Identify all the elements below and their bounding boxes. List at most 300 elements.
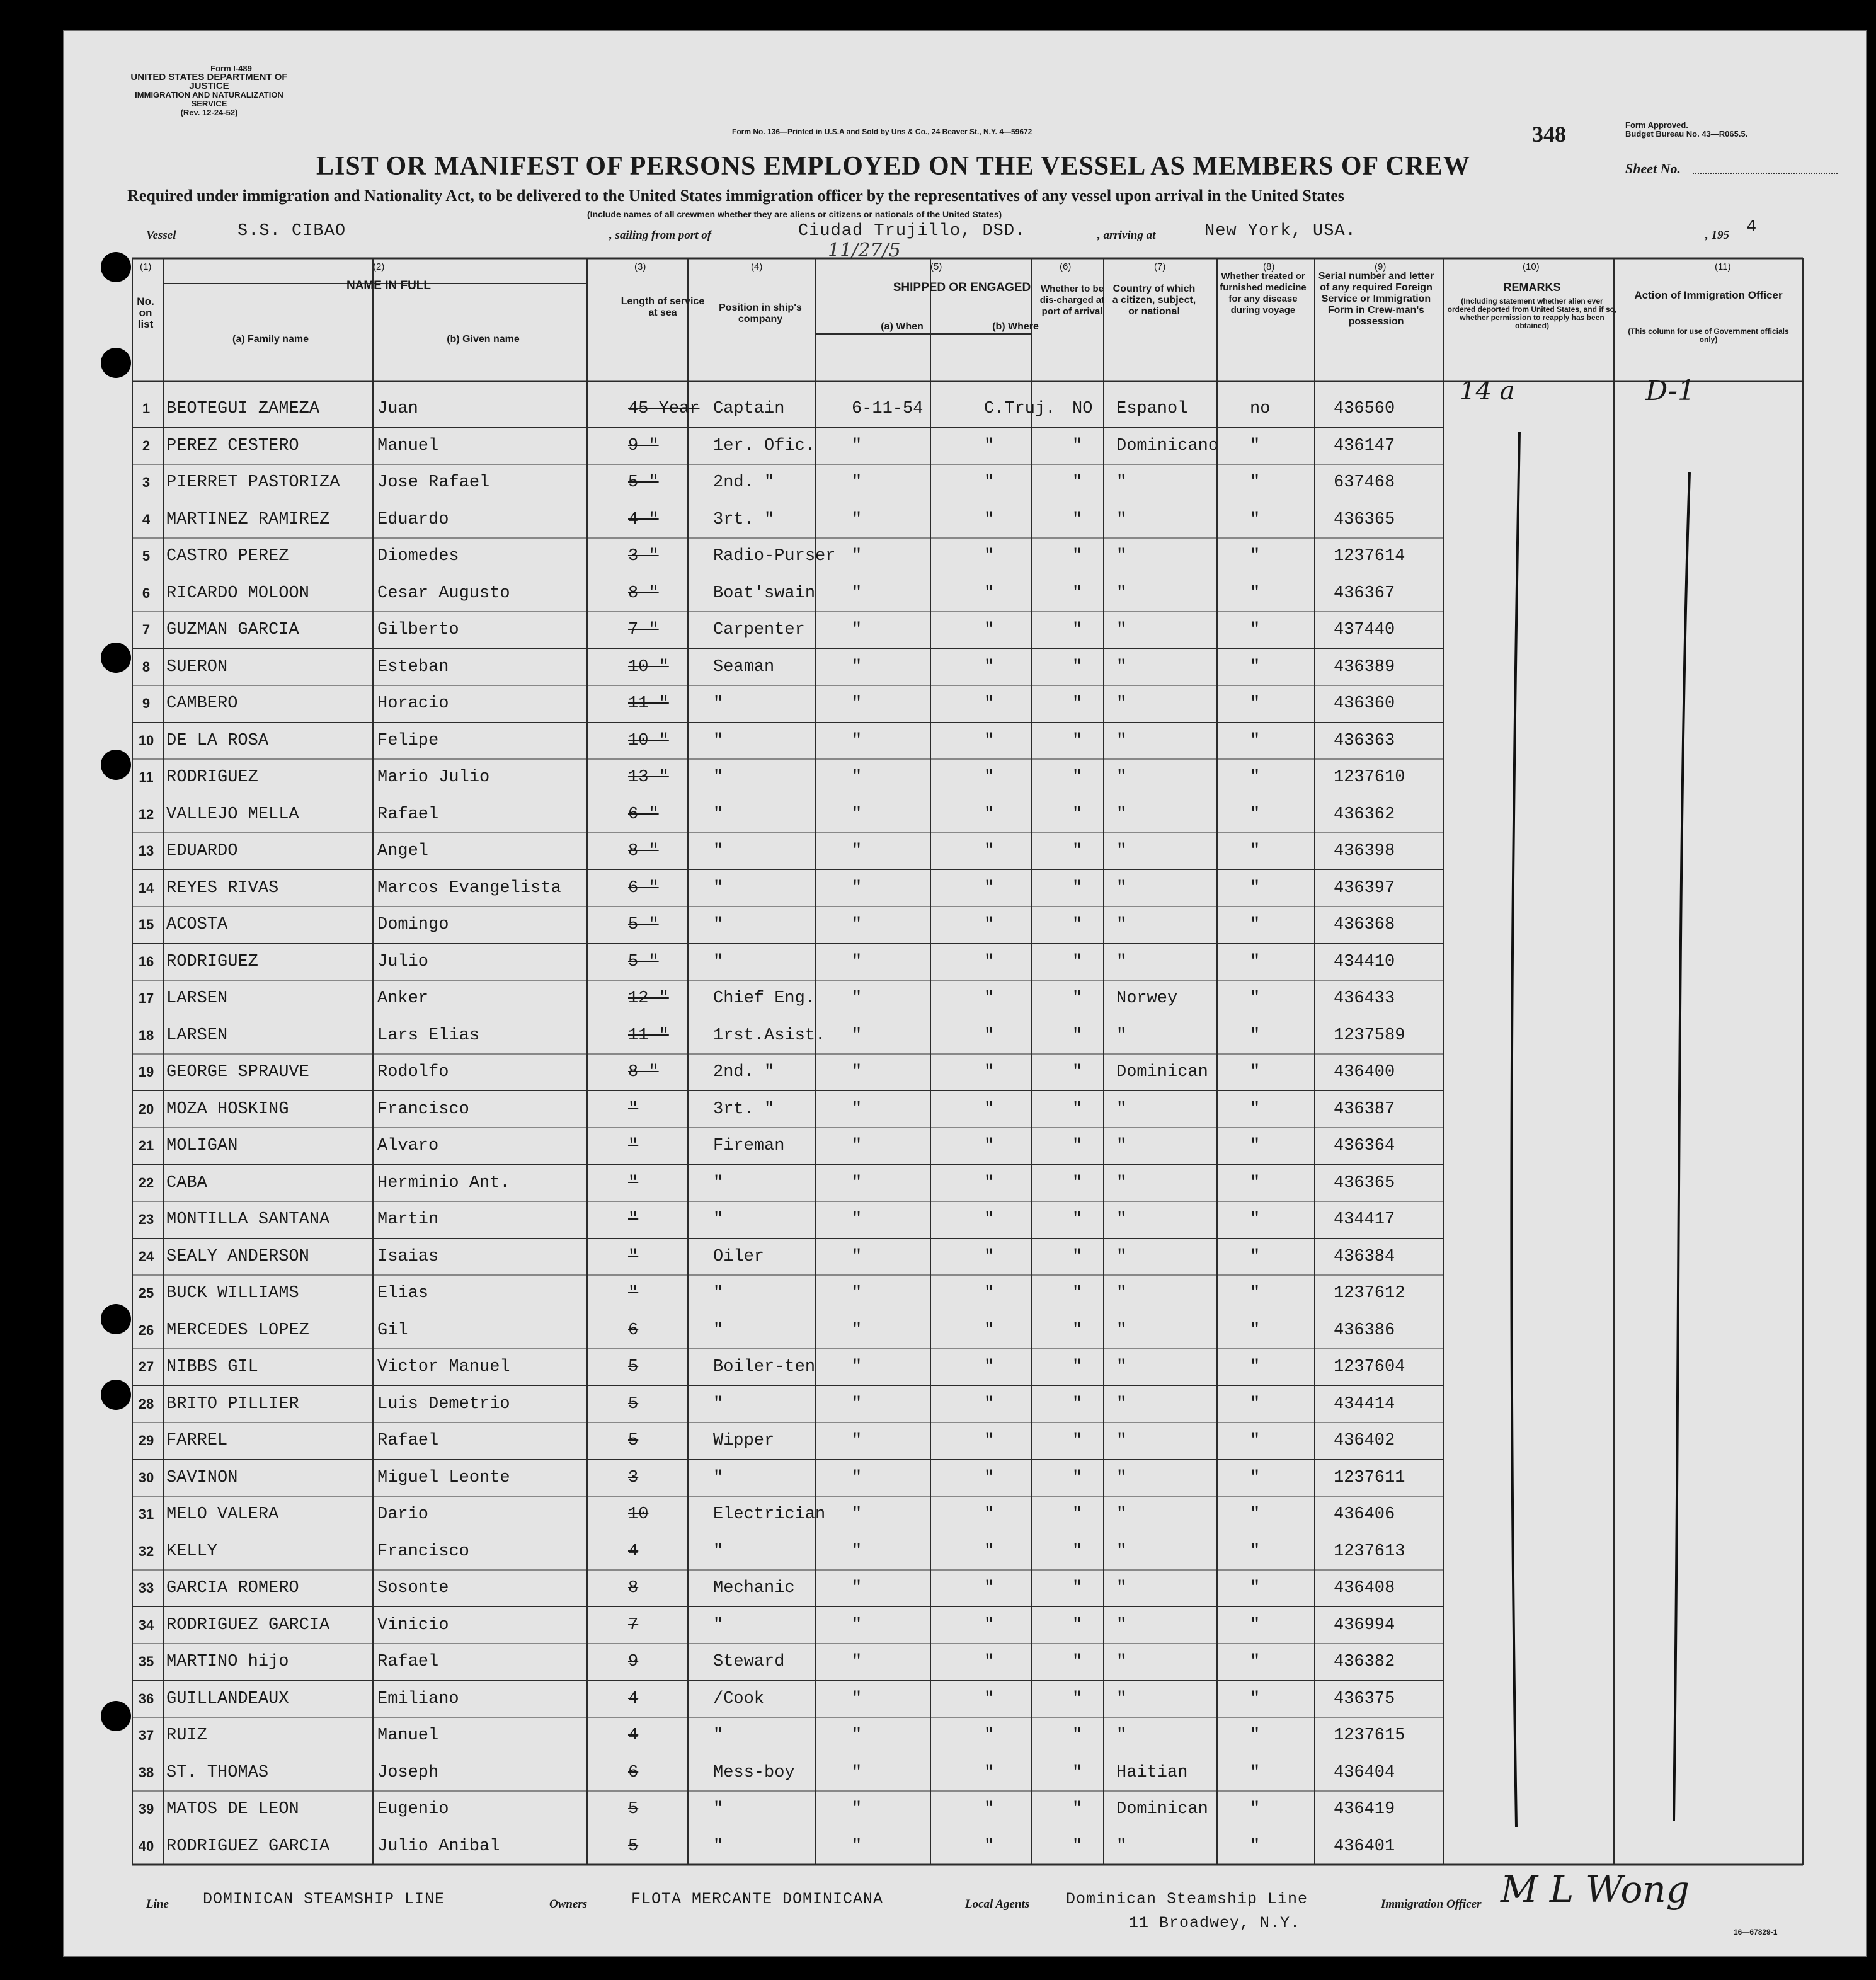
cell-country: Dominican — [1116, 1063, 1208, 1082]
cell-position: Chief Eng. — [713, 989, 816, 1008]
cell-given: Rafael — [377, 1652, 439, 1671]
footer-agents-line-2: 11 Broadwey, N.Y. — [1129, 1914, 1301, 1932]
cell-given: Eduardo — [377, 510, 449, 529]
vessel-label: Vessel — [146, 229, 176, 242]
cell-where: " — [984, 1063, 995, 1082]
footer-agents-line-1: Dominican Steamship Line — [1066, 1890, 1308, 1908]
cell-treated: " — [1250, 1615, 1261, 1635]
action-first-row: D-1 — [1645, 375, 1695, 407]
cell-family: MOZA HOSKING — [166, 1099, 289, 1119]
cell-when: " — [852, 621, 862, 639]
cell-when: " — [852, 583, 862, 603]
header-given-name: (b) Given name — [447, 334, 520, 345]
footer-form-code: 16—67829-1 — [1734, 1928, 1778, 1937]
cell-country: Dominicano — [1116, 436, 1219, 455]
col-number-4: (4) — [751, 261, 763, 272]
cell-where: " — [984, 694, 995, 713]
subtitle-note: (Include names of all crewmen whether they are aliens or citizens or nationals of the United States) — [587, 209, 1002, 219]
cell-when: " — [852, 1579, 862, 1598]
col-number-6: (6) — [1060, 261, 1072, 272]
row-number: 1 — [142, 401, 151, 416]
cell-family: GUZMAN GARCIA — [166, 621, 299, 639]
cell-country: " — [1116, 1320, 1127, 1340]
row-number: 26 — [138, 1322, 154, 1338]
header-action: Action of Immigration Officer — [1634, 289, 1783, 301]
cell-where: " — [984, 547, 995, 566]
cell-when: " — [852, 1431, 862, 1450]
cell-serial: 436397 — [1334, 878, 1395, 898]
cell-when: " — [852, 842, 862, 861]
cell-position: " — [713, 1210, 724, 1229]
ditto-lines — [64, 31, 1866, 1956]
cell-service: 13 " — [628, 768, 669, 787]
cell-treated: " — [1250, 547, 1261, 566]
cell-country: " — [1116, 1284, 1127, 1303]
cell-where: " — [984, 1836, 995, 1856]
cell-position: 1rst.Asist. — [713, 1026, 826, 1045]
footer-line-label: Line — [146, 1897, 169, 1911]
cell-country: Norwey — [1116, 989, 1178, 1008]
cell-given: Joseph — [377, 1763, 439, 1782]
sailing-label: , sailing from port of — [609, 229, 712, 242]
cell-given: Domingo — [377, 915, 449, 934]
cell-treated: " — [1250, 1063, 1261, 1082]
footer-owners-label: Owners — [549, 1897, 588, 1911]
cell-position: 3rt. " — [713, 510, 775, 529]
header-where: (b) Where — [992, 321, 1039, 332]
cell-where: " — [984, 621, 995, 639]
cell-service: 5 — [628, 1358, 639, 1376]
cell-position: " — [713, 952, 724, 971]
cell-given: Francisco — [377, 1099, 469, 1119]
cell-treated: " — [1250, 915, 1261, 934]
cell-treated: " — [1250, 1542, 1261, 1561]
cell-position: " — [713, 1320, 724, 1340]
cell-position: " — [713, 1726, 724, 1745]
cell-serial: 1237611 — [1334, 1468, 1405, 1487]
cell-serial: 436365 — [1334, 510, 1395, 529]
cell-discharged: " — [1072, 915, 1083, 934]
cell-position: " — [713, 804, 724, 824]
cell-given: Sosonte — [377, 1579, 449, 1598]
cell-serial: 1237604 — [1334, 1358, 1405, 1376]
row-number: 24 — [138, 1248, 154, 1264]
cell-family: ACOSTA — [166, 915, 228, 934]
cell-serial: 436368 — [1334, 915, 1395, 934]
cell-country: " — [1116, 621, 1127, 639]
row-number: 40 — [138, 1838, 154, 1854]
punch-hole — [101, 1380, 131, 1410]
header-remarks-note: (Including statement whether alien ever ordered deported from United States, and if so, whether permission to reapply has been obtained) — [1447, 297, 1617, 330]
row-number: 10 — [138, 732, 154, 748]
cell-position: Seaman — [713, 657, 775, 677]
punch-hole — [101, 643, 131, 673]
row-number: 31 — [138, 1506, 154, 1522]
cell-treated: " — [1250, 694, 1261, 713]
cell-position: Oiler — [713, 1247, 765, 1266]
cell-country: " — [1116, 1652, 1127, 1671]
cell-service: 10 " — [628, 657, 669, 677]
cell-where: " — [984, 915, 995, 934]
cell-when: " — [852, 1836, 862, 1856]
cell-serial: 1237612 — [1334, 1284, 1405, 1303]
cell-given: Cesar Augusto — [377, 583, 510, 603]
row-number: 27 — [138, 1359, 154, 1375]
cell-where: " — [984, 1431, 995, 1450]
cell-discharged: " — [1072, 989, 1083, 1008]
cell-service: 4 " — [628, 510, 659, 529]
cell-family: MARTINO hijo — [166, 1652, 289, 1671]
cell-service: 8 " — [628, 842, 659, 861]
cell-family: MERCEDES LOPEZ — [166, 1320, 309, 1340]
remarks-first-row: 14 a — [1460, 377, 1515, 406]
cell-serial: 436360 — [1334, 694, 1395, 713]
cell-given: Gilberto — [377, 621, 459, 639]
printer-note: Form No. 136—Printed in U.S.A and Sold by Uns & Co., 24 Beaver St., N.Y. 4—59672 — [732, 127, 1032, 136]
cell-country: " — [1116, 1210, 1127, 1229]
cell-treated: " — [1250, 1394, 1261, 1414]
row-number: 30 — [138, 1469, 154, 1485]
cell-service: 11 " — [628, 694, 669, 713]
cell-serial: 436375 — [1334, 1689, 1395, 1708]
cell-discharged: " — [1072, 621, 1083, 639]
cell-service: " — [628, 1173, 639, 1193]
cell-service: 6 — [628, 1320, 639, 1340]
cell-given: Anker — [377, 989, 429, 1008]
cell-country: " — [1116, 768, 1127, 787]
row-number: 39 — [138, 1801, 154, 1817]
cell-family: BUCK WILLIAMS — [166, 1284, 299, 1303]
col-number-9: (9) — [1375, 261, 1387, 272]
cell-discharged: " — [1072, 1726, 1083, 1745]
cell-given: Rafael — [377, 1431, 439, 1450]
cell-discharged: " — [1072, 731, 1083, 750]
cell-family: RICARDO MOLOON — [166, 583, 309, 603]
cell-where: " — [984, 1394, 995, 1414]
cell-position: " — [713, 1468, 724, 1487]
row-number: 18 — [138, 1027, 154, 1043]
cell-family: SUERON — [166, 657, 228, 677]
cell-position: 3rt. " — [713, 1099, 775, 1119]
cell-when: " — [852, 1505, 862, 1524]
cell-country: Haitian — [1116, 1763, 1188, 1782]
cell-country: " — [1116, 731, 1127, 750]
cell-position: " — [713, 915, 724, 934]
cell-position: Boiler-ten — [713, 1358, 816, 1376]
dept-line-3: (Rev. 12-24-52) — [180, 108, 238, 117]
col-number-7: (7) — [1154, 261, 1166, 272]
cell-treated: " — [1250, 583, 1261, 603]
cell-position: " — [713, 1394, 724, 1414]
cell-where: " — [984, 510, 995, 529]
cell-treated: " — [1250, 1431, 1261, 1450]
cell-service: 11 " — [628, 1026, 669, 1045]
page-number: 348 — [1532, 122, 1566, 147]
cell-country: " — [1116, 842, 1127, 861]
cell-serial: 436382 — [1334, 1652, 1395, 1671]
cell-where: " — [984, 1247, 995, 1266]
cell-country: " — [1116, 952, 1127, 971]
cell-where: " — [984, 1505, 995, 1524]
header-action-note: (This column for use of Government officials only) — [1628, 327, 1789, 344]
cell-serial: 1237610 — [1334, 768, 1405, 787]
cell-treated: " — [1250, 1800, 1261, 1819]
cell-family: MELO VALERA — [166, 1505, 279, 1524]
cell-treated: " — [1250, 1579, 1261, 1598]
cell-position: " — [713, 878, 724, 898]
cell-discharged: " — [1072, 842, 1083, 861]
cell-family: GEORGE SPRAUVE — [166, 1063, 309, 1082]
cell-discharged: " — [1072, 436, 1083, 455]
cell-family: MOLIGAN — [166, 1136, 238, 1155]
cell-service: 8 " — [628, 583, 659, 603]
cell-treated: " — [1250, 1320, 1261, 1340]
cell-service: 10 " — [628, 731, 669, 750]
row-number: 22 — [138, 1174, 154, 1191]
cell-country: " — [1116, 1468, 1127, 1487]
cell-family: RODRIGUEZ GARCIA — [166, 1615, 330, 1635]
cell-where: " — [984, 878, 995, 898]
cell-when: " — [852, 510, 862, 529]
cell-when: " — [852, 915, 862, 934]
cell-where: " — [984, 952, 995, 971]
cell-country: " — [1116, 1099, 1127, 1119]
cell-discharged: " — [1072, 694, 1083, 713]
cell-family: REYES RIVAS — [166, 878, 279, 898]
cell-country: " — [1116, 1026, 1127, 1045]
cell-service: " — [628, 1284, 639, 1303]
col-number-1: (1) — [140, 261, 152, 272]
cell-serial: 1237613 — [1334, 1542, 1405, 1561]
cell-family: CAMBERO — [166, 694, 238, 713]
cell-when: " — [852, 1689, 862, 1708]
cell-given: Alvaro — [377, 1136, 439, 1155]
cell-given: Esteban — [377, 657, 449, 677]
cell-where: " — [984, 1284, 995, 1303]
cell-given: Francisco — [377, 1542, 469, 1561]
header-family-name: (a) Family name — [232, 334, 309, 345]
header-serial: Serial number and letter of any required Foreign Service or Immigration Form in Crew-man's possession — [1318, 271, 1434, 327]
cell-where: " — [984, 1652, 995, 1671]
cell-family: CABA — [166, 1173, 207, 1193]
cell-service: 3 — [628, 1468, 639, 1487]
cell-where: " — [984, 1800, 995, 1819]
row-number: 20 — [138, 1101, 154, 1117]
cell-discharged: " — [1072, 1394, 1083, 1414]
cell-service: " — [628, 1099, 639, 1119]
row-number: 13 — [138, 843, 154, 859]
cell-serial: 436406 — [1334, 1505, 1395, 1524]
cell-service: 5 " — [628, 915, 659, 934]
cell-position: " — [713, 1836, 724, 1856]
approval-line-1: Form Approved. — [1625, 120, 1688, 130]
cell-treated: " — [1250, 731, 1261, 750]
row-number: 32 — [138, 1543, 154, 1559]
cell-position: Mess-boy — [713, 1763, 795, 1782]
cell-treated: " — [1250, 473, 1261, 492]
cell-discharged: " — [1072, 1320, 1083, 1340]
cell-discharged: " — [1072, 1358, 1083, 1376]
cell-where: " — [984, 583, 995, 603]
cell-discharged: " — [1072, 473, 1083, 492]
cell-given: Julio — [377, 952, 429, 971]
cell-discharged: " — [1072, 1210, 1083, 1229]
cell-treated: " — [1250, 1652, 1261, 1671]
cell-when: " — [852, 1099, 862, 1119]
year-prefix: , 195 — [1705, 229, 1729, 242]
cell-country: " — [1116, 657, 1127, 677]
cell-discharged: " — [1072, 1836, 1083, 1856]
cell-country: " — [1116, 1358, 1127, 1376]
cell-when: " — [852, 1468, 862, 1487]
cell-when: " — [852, 1284, 862, 1303]
cell-serial: 1237615 — [1334, 1726, 1405, 1745]
cell-when: " — [852, 731, 862, 750]
cell-position: " — [713, 1615, 724, 1635]
header-discharged: Whether to be dis-charged at port of arrival — [1039, 283, 1105, 317]
row-number: 4 — [142, 511, 151, 527]
cell-service: 9 " — [628, 436, 659, 455]
cell-country: " — [1116, 1579, 1127, 1598]
cell-serial: 436363 — [1334, 731, 1395, 750]
cell-family: KELLY — [166, 1542, 218, 1561]
page-title: LIST OR MANIFEST OF PERSONS EMPLOYED ON THE VESSEL AS MEMBERS OF CREW — [316, 152, 1470, 181]
cell-discharged: " — [1072, 1026, 1083, 1045]
cell-when: " — [852, 657, 862, 677]
cell-where: " — [984, 842, 995, 861]
cell-serial: 1237589 — [1334, 1026, 1405, 1045]
cell-serial: 436387 — [1334, 1099, 1395, 1119]
cell-position: " — [713, 731, 724, 750]
cell-position: Fireman — [713, 1136, 785, 1155]
cell-treated: " — [1250, 1689, 1261, 1708]
cell-given: Marcos Evangelista — [377, 878, 561, 898]
cell-where: " — [984, 1689, 995, 1708]
cell-service: 7 — [628, 1615, 639, 1635]
col-number-8: (8) — [1263, 261, 1275, 272]
col-number-11: (11) — [1715, 261, 1731, 272]
cell-treated: " — [1250, 878, 1261, 898]
cell-discharged: " — [1072, 952, 1083, 971]
row-number: 21 — [138, 1138, 154, 1153]
manifest-page — [63, 30, 1867, 1957]
vessel-name: S.S. CIBAO — [237, 222, 346, 241]
cell-family: SEALY ANDERSON — [166, 1247, 309, 1266]
cell-discharged: " — [1072, 1542, 1083, 1561]
cell-treated: " — [1250, 1210, 1261, 1229]
cell-service: 7 " — [628, 621, 659, 639]
cell-country: " — [1116, 1726, 1127, 1745]
cell-country: " — [1116, 1836, 1127, 1856]
cell-position: 1er. Ofic. — [713, 436, 816, 455]
cell-country: " — [1116, 473, 1127, 492]
cell-when: " — [852, 1800, 862, 1819]
cell-country: " — [1116, 804, 1127, 824]
handwritten-date: 11/27/5 — [828, 239, 901, 261]
cell-given: Horacio — [377, 694, 449, 713]
cell-discharged: " — [1072, 1615, 1083, 1635]
row-number: 5 — [142, 548, 151, 564]
cell-discharged: " — [1072, 1136, 1083, 1155]
cell-position: /Cook — [713, 1689, 765, 1708]
immigration-officer-signature: M L Wong — [1501, 1868, 1690, 1911]
header-treated: Whether treated or furnished medicine for any disease during voyage — [1220, 271, 1307, 316]
cell-treated: " — [1250, 842, 1261, 861]
cell-where: " — [984, 1136, 995, 1155]
cell-position: Captain — [713, 399, 785, 418]
dept-line-1: UNITED STATES DEPARTMENT OF JUSTICE — [130, 72, 288, 91]
cell-where: " — [984, 768, 995, 787]
cell-when: " — [852, 1247, 862, 1266]
punch-hole — [101, 348, 131, 378]
cell-family: SAVINON — [166, 1468, 238, 1487]
cell-family: NIBBS GIL — [166, 1358, 258, 1376]
cell-serial: 436419 — [1334, 1800, 1395, 1819]
cell-family: FARREL — [166, 1431, 228, 1450]
cell-where: " — [984, 473, 995, 492]
header-when: (a) When — [881, 321, 924, 332]
cell-service: 5 — [628, 1394, 639, 1414]
cell-service: " — [628, 1136, 639, 1155]
cell-service: 12 " — [628, 989, 669, 1008]
cell-serial: 436400 — [1334, 1063, 1395, 1082]
cell-given: Rodolfo — [377, 1063, 449, 1082]
cell-service: 6 — [628, 1763, 639, 1782]
cell-serial: 436389 — [1334, 657, 1395, 677]
cell-discharged: " — [1072, 1505, 1083, 1524]
cell-where: " — [984, 1468, 995, 1487]
cell-country: " — [1116, 1505, 1127, 1524]
cell-country: " — [1116, 547, 1127, 566]
cell-position: " — [713, 1542, 724, 1561]
row-number: 36 — [138, 1690, 154, 1707]
cell-when: " — [852, 1210, 862, 1229]
cell-family: MATOS DE LEON — [166, 1800, 299, 1819]
cell-serial: 436386 — [1334, 1320, 1395, 1340]
cell-serial: 434417 — [1334, 1210, 1395, 1229]
cell-position: Radio-Purser — [713, 547, 836, 566]
header-length-of-service: Length of service at sea — [621, 296, 705, 318]
cell-country: " — [1116, 1136, 1127, 1155]
cell-given: Eugenio — [377, 1800, 449, 1819]
cell-where: " — [984, 1726, 995, 1745]
cell-treated: " — [1250, 1284, 1261, 1303]
cell-serial: 1237614 — [1334, 547, 1405, 566]
cell-position: " — [713, 1173, 724, 1193]
row-number: 19 — [138, 1064, 154, 1080]
cell-country: Dominican — [1116, 1800, 1208, 1819]
cell-when: " — [852, 1136, 862, 1155]
cell-serial: 436560 — [1334, 399, 1395, 418]
cell-family: RODRIGUEZ — [166, 952, 258, 971]
cell-family: PEREZ CESTERO — [166, 436, 299, 455]
cell-discharged: " — [1072, 1284, 1083, 1303]
cell-family: RUIZ — [166, 1726, 207, 1745]
footer-agents-label: Local Agents — [965, 1897, 1030, 1911]
cell-treated: " — [1250, 1136, 1261, 1155]
row-number: 3 — [142, 474, 151, 490]
year-digit: 4 — [1746, 218, 1758, 237]
cell-where: " — [984, 657, 995, 677]
cell-serial: 436367 — [1334, 583, 1395, 603]
cell-treated: " — [1250, 657, 1261, 677]
cell-family: LARSEN — [166, 989, 228, 1008]
cell-position: " — [713, 768, 724, 787]
cell-serial: 437440 — [1334, 621, 1395, 639]
header-name-in-full: NAME IN FULL — [346, 279, 432, 292]
cell-when: " — [852, 768, 862, 787]
row-number: 12 — [138, 806, 154, 822]
